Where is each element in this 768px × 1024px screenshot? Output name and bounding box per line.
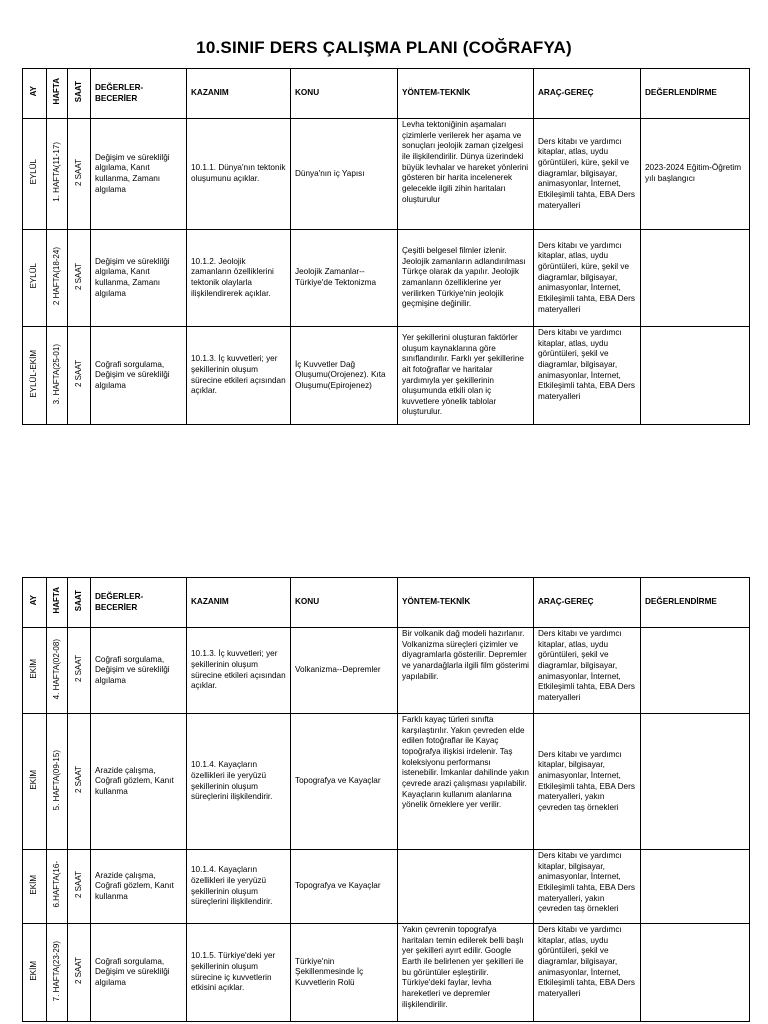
cell-hafta: 3. HAFTA(25-01) (47, 327, 68, 425)
cell-kazanim: 10.1.4. Kayaçların özellikleri ile yeryüzü şekillerinin oluşum süreçlerini ilişkilendirir. (187, 850, 291, 924)
cell-hafta: 2 HAFTA(18-24) (47, 230, 68, 327)
cell-degerlendirme (641, 327, 750, 425)
cell-saat: 2 SAAT (68, 628, 91, 714)
cell-hafta: 6.HAFTA(16- (47, 850, 68, 924)
header-kazanim: KAZANIM (187, 69, 291, 119)
cell-hafta: 4. HAFTA(02-08) (47, 628, 68, 714)
plan-table-1 (22, 68, 750, 425)
cell-ay: EYLÜL (23, 230, 47, 327)
cell-ay: EKİM (23, 924, 47, 1022)
cell-kazanim: 10.1.2. Jeolojik zamanların özelliklerini tektonik olaylarla ilişkilendirerek açıklar. (187, 230, 291, 327)
cell-arac: Ders kitabı ve yardımcı kitaplar, atlas, uydu görüntüleri, şekil ve diagramlar, bilgisayar, animasyonlar, İnternet, Etkileşimli tahta, EBA Ders materyalleri (534, 924, 641, 1022)
header-row (23, 578, 750, 628)
cell-yontem: Levha tektoniğinin aşamaları çizimlerle verilerek her aşama ve sonuçları jeolojik zaman çizelgesi ile ilişkilendirilir. Dünya üzerindeki büyük levhalar ve hareket yönlerini gösteren bir harita incelenerek gelecekle ilgili zihin haritaları oluşturulur (398, 119, 534, 230)
cell-konu: Dünya'nın iç Yapısı (291, 119, 398, 230)
cell-yontem: Yer şekillerini oluşturan faktörler oluşum kaynaklarına göre sınıflandırılır. Farklı yer şekillerine ait fotoğraflar ve haritalar yardımıyla yer şekillerinin oluşumunda etkili olan iç kuvvetlere yönelik tablolar oluşturulur. (398, 327, 534, 425)
cell-degerler: Arazide çalışma, Coğrafi gözlem, Kanıt kullanma (91, 714, 187, 850)
cell-degerler: Arazide çalışma, Coğrafi gözlem, Kanıt kullanma (91, 850, 187, 924)
cell-konu: Volkanizma--Depremler (291, 628, 398, 714)
cell-konu: İç Kuvvetler Dağ Oluşumu(Orojenez). Kıta Oluşumu(Epirojenez) (291, 327, 398, 425)
cell-degerlendirme (641, 714, 750, 850)
header-hafta: HAFTA (47, 578, 68, 628)
cell-kazanim: 10.1.1. Dünya'nın tektonik oluşumunu açıklar. (187, 119, 291, 230)
cell-saat: 2 SAAT (68, 119, 91, 230)
table-row (23, 714, 750, 850)
cell-saat: 2 SAAT (68, 230, 91, 327)
cell-degerlendirme: 2023-2024 Eğitim-Öğretim yılı başlangıcı (641, 119, 750, 230)
cell-degerlendirme (641, 850, 750, 924)
table-row (23, 850, 750, 924)
cell-saat: 2 SAAT (68, 924, 91, 1022)
header-degerler: DEĞERLER-BECERİER (91, 69, 187, 119)
cell-konu: Jeolojik Zamanlar--Türkiye'de Tektonizma (291, 230, 398, 327)
cell-saat: 2 SAAT (68, 327, 91, 425)
cell-konu: Topografya ve Kayaçlar (291, 850, 398, 924)
cell-arac: Ders kitabı ve yardımcı kitaplar, atlas, uydu görüntüleri, şekil ve diagramlar, bilgisayar, animasyonlar, İnternet, Etkileşimli tahta, EBA Ders materyalleri (534, 327, 641, 425)
cell-yontem: Yakın çevrenin topografya haritaları temin edilerek belli başlı yer şekilleri ayırt edilir. Google Earth ile belirlenen yer şekilleri ile bu görüntüler eşleştirilir. Türkiye'deki faylar, levha hareketleri ve depremler ilişkilendirilir. (398, 924, 534, 1022)
cell-degerler: Coğrafi sorgulama, Değişim ve süreklilği algılama (91, 628, 187, 714)
cell-ay: EKİM (23, 628, 47, 714)
header-degerlendirme: DEĞERLENDİRME (641, 578, 750, 628)
header-degerler: DEĞERLER-BECERİER (91, 578, 187, 628)
cell-ay: EYLÜL-EKİM (23, 327, 47, 425)
cell-konu: Türkiye'nin Şekillenmesinde İç Kuvvetlerin Rolü (291, 924, 398, 1022)
cell-ay: EYLÜL (23, 119, 47, 230)
plan-table-2 (22, 577, 750, 1022)
header-arac: ARAÇ-GEREÇ (534, 69, 641, 119)
cell-kazanim: 10.1.4. Kayaçların özellikleri ile yeryüzü şekillerinin oluşum süreçlerini ilişkilendirir. (187, 714, 291, 850)
cell-yontem (398, 850, 534, 924)
cell-yontem: Farklı kayaç türleri sınıfta karşılaştırılır. Yakın çevreden elde edilen fotoğraflar ile Kayaç topoğrafya ilişkisi irdelenir. Taş koleksiyonu performansı istenebilir. İmkanlar dahilinde yakın çevrede arazi çalışması yapılabilir. Kayaçların kullanım alanlarına yönelik örneklere yer verilir. (398, 714, 534, 850)
cell-degerlendirme (641, 230, 750, 327)
table-row (23, 327, 750, 425)
header-hafta: HAFTA (47, 69, 68, 119)
header-ay: AY (23, 69, 47, 119)
cell-saat: 2 SAAT (68, 714, 91, 850)
table-row (23, 119, 750, 230)
cell-kazanim: 10.1.3. İç kuvvetleri; yer şekillerinin oluşum sürecine etkileri açısından açıklar. (187, 628, 291, 714)
cell-konu: Topografya ve Kayaçlar (291, 714, 398, 850)
cell-ay: EKİM (23, 714, 47, 850)
header-degerlendirme: DEĞERLENDİRME (641, 69, 750, 119)
header-row (23, 69, 750, 119)
cell-hafta: 7. HAFTA(23-29) (47, 924, 68, 1022)
cell-degerlendirme (641, 628, 750, 714)
header-saat: SAAT (68, 69, 91, 119)
cell-saat: 2 SAAT (68, 850, 91, 924)
table-row (23, 924, 750, 1022)
cell-arac: Ders kitabı ve yardımcı kitaplar, atlas, uydu görüntüleri, küre, şekil ve diagramlar, bilgisayar, animasyonlar, İnternet, Etkileşimli tahta, EBA Ders materyalleri (534, 230, 641, 327)
cell-yontem: Bir volkanik dağ modeli hazırlanır. Volkanizma süreçleri çizimler ve diyagramlarla gösterilir. Depremler ve yanardağlarla ilgili film gösterimi yapılabilir. (398, 628, 534, 714)
header-yontem: YÖNTEM-TEKNİK (398, 578, 534, 628)
header-yontem: YÖNTEM-TEKNİK (398, 69, 534, 119)
header-arac: ARAÇ-GEREÇ (534, 578, 641, 628)
cell-ay: EKİM (23, 850, 47, 924)
cell-arac: Ders kitabı ve yardımcı kitaplar, atlas, uydu görüntüleri, küre, şekil ve diagramlar, bilgisayar, animasyonlar, İnternet, Etkileşimli tahta, EBA Ders materyalleri (534, 119, 641, 230)
header-ay: AY (23, 578, 47, 628)
table-row (23, 628, 750, 714)
cell-arac: Ders kitabı ve yardımcı kitaplar, bilgisayar, animasyonlar, İnternet, Etkileşimli tahta, EBA Ders materyalleri, yakın çevreden taş örnekleri (534, 714, 641, 850)
cell-hafta: 5. HAFTA(09-15) (47, 714, 68, 850)
cell-arac: Ders kitabı ve yardımcı kitaplar, atlas, uydu görüntüleri, şekil ve diagramlar, bilgisayar, animasyonlar, İnternet, Etkileşimli tahta, EBA Ders materyalleri (534, 628, 641, 714)
header-kazanim: KAZANIM (187, 578, 291, 628)
cell-degerler: Değişim ve süreklilği algılama, Kanıt kullanma, Zamanı algılama (91, 230, 187, 327)
table-row (23, 230, 750, 327)
cell-hafta: 1. HAFTA(11-17) (47, 119, 68, 230)
header-saat: SAAT (68, 578, 91, 628)
cell-degerlendirme (641, 924, 750, 1022)
header-konu: KONU (291, 69, 398, 119)
cell-yontem: Çeşitli belgesel filmler izlenir. Jeolojik zamanların adlandırılması Türkçe olarak da yapılır. Jeolojik zamanların özelliklerine yer verilirken Türkiye'nin jeolojik geçmişine değinilir. (398, 230, 534, 327)
cell-kazanim: 10.1.3. İç kuvvetleri; yer şekillerinin oluşum sürecine etkileri açısından açıklar. (187, 327, 291, 425)
cell-degerler: Coğrafi sorgulama, Değişim ve süreklilği algılama (91, 327, 187, 425)
cell-degerler: Coğrafi sorgulama, Değişim ve süreklilği algılama (91, 924, 187, 1022)
page-title: 10.SINIF DERS ÇALIŞMA PLANI (COĞRAFYA) (196, 38, 572, 57)
cell-degerler: Değişim ve süreklilği algılama, Kanıt kullanma, Zamanı algılama (91, 119, 187, 230)
cell-kazanim: 10.1.5. Türkiye'deki yer şekillerinin oluşum sürecine iç kuvvetlerin etkisini açıklar. (187, 924, 291, 1022)
header-konu: KONU (291, 578, 398, 628)
cell-arac: Ders kitabı ve yardımcı kitaplar, bilgisayar, animasyonlar, İnternet, Etkileşimli tahta, EBA Ders materyalleri, yakın çevreden taş örnekleri (534, 850, 641, 924)
